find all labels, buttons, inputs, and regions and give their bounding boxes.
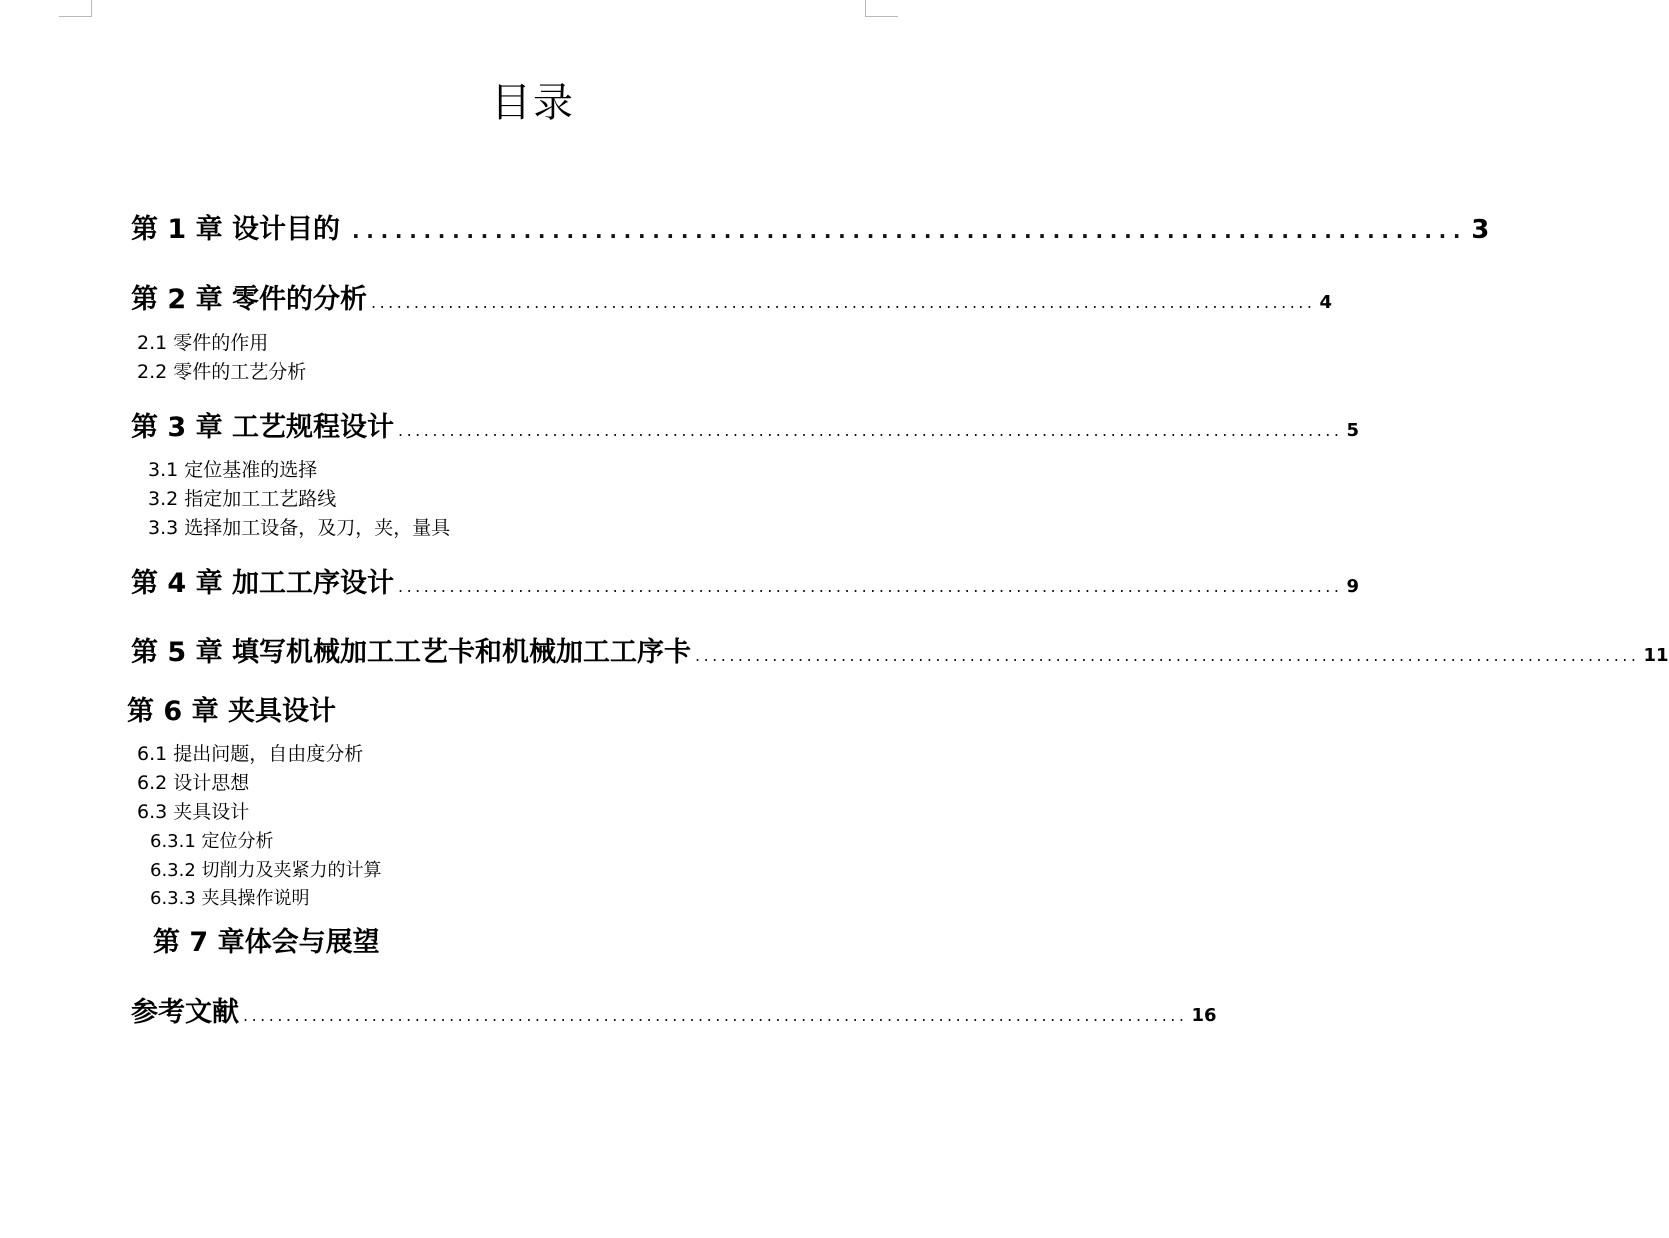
toc-entry-section-3-2[interactable]: 3.2 指定加工工艺路线 <box>148 488 337 510</box>
toc-entry-section-6-3-3[interactable]: 6.3.3 夹具操作说明 <box>150 888 310 909</box>
toc-title: 目录 <box>491 80 575 126</box>
toc-entry-section-2-1[interactable]: 2.1 零件的作用 <box>137 332 269 354</box>
dot-leader: .............................................................................................................. <box>695 646 1640 665</box>
dot-leader: .............................................................................................................. <box>371 293 1316 312</box>
dot-leader: .............................................................................................................. <box>243 1006 1188 1025</box>
toc-entry-section-6-3-1[interactable]: 6.3.1 定位分析 <box>150 831 274 852</box>
page-corner-mark <box>59 0 92 17</box>
toc-entry-references[interactable] <box>131 995 1217 1034</box>
page-corner-mark <box>865 0 898 17</box>
dot-leader: .............................................................................................................. <box>398 421 1343 440</box>
toc-entry-page: 4 <box>1319 292 1332 313</box>
toc-entry-section-6-3[interactable]: 6.3 夹具设计 <box>137 801 250 823</box>
dot-leader: .............................................................................................................. <box>398 577 1343 596</box>
toc-entry-section-2-2[interactable]: 2.2 零件的工艺分析 <box>137 361 307 383</box>
dot-leader: .............................................................................. <box>352 219 1468 243</box>
toc-entry-section-6-1[interactable]: 6.1 提出问题，自由度分析 <box>137 743 364 765</box>
toc-entry-page: 9 <box>1346 576 1359 597</box>
toc-entry-section-3-3[interactable]: 3.3 选择加工设备，及刀，夹，量具 <box>148 517 451 539</box>
toc-entry-section-6-2[interactable]: 6.2 设计思想 <box>137 772 250 794</box>
toc-entry-label: 第 1 章 设计目的 <box>131 214 340 245</box>
toc-entry-page: 3 <box>1471 215 1490 245</box>
toc-entry-label: 第 3 章 工艺规程设计 <box>131 412 394 443</box>
toc-entry-chapter-1[interactable] <box>131 212 1490 249</box>
toc-entry-label: 第 2 章 零件的分析 <box>131 284 367 315</box>
toc-entry-page: 11 <box>1643 645 1669 666</box>
toc-entry-chapter-5[interactable] <box>131 635 1669 674</box>
toc-entry-section-3-1[interactable]: 3.1 定位基准的选择 <box>148 459 318 481</box>
toc-entry-label: 参考文献 <box>131 997 239 1028</box>
toc-entry-section-6-3-2[interactable]: 6.3.2 切削力及夹紧力的计算 <box>150 860 382 881</box>
toc-entry-chapter-4[interactable] <box>131 566 1359 605</box>
toc-entry-chapter-7[interactable]: 第 7 章体会与展望 <box>153 927 380 958</box>
toc-entry-label: 第 4 章 加工工序设计 <box>131 568 394 599</box>
toc-entry-chapter-2[interactable] <box>131 282 1332 321</box>
toc-entry-page: 5 <box>1346 420 1359 441</box>
toc-entry-chapter-6[interactable]: 第 6 章 夹具设计 <box>127 696 336 727</box>
toc-entry-page: 16 <box>1191 1005 1217 1026</box>
toc-entry-label: 第 5 章 填写机械加工工艺卡和机械加工工序卡 <box>131 637 691 668</box>
toc-entry-chapter-3[interactable] <box>131 410 1359 449</box>
